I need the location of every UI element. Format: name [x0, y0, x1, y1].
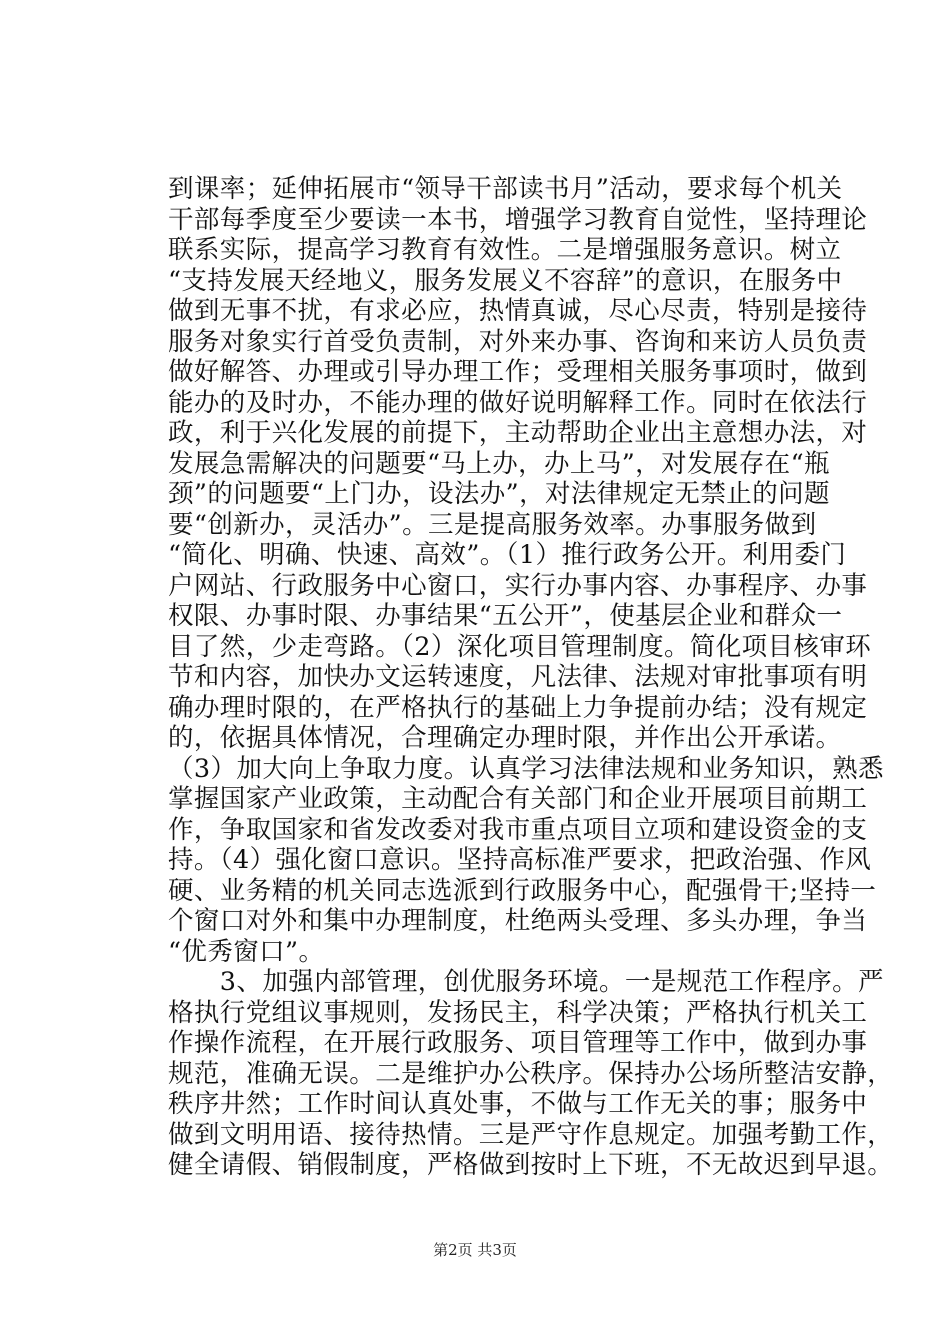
text-line: 个窗口对外和集中办理制度，杜绝两头受理、多头办理，争当 [168, 906, 868, 936]
text-line: 到课率；延伸拓展市“领导干部读书月”活动，要求每个机关 [168, 174, 843, 204]
text-line: 户网站、行政服务中心窗口，实行办事内容、办事程序、办事 [168, 570, 868, 601]
text-line: 节和内容，加快办文运转速度，凡法律、法规对审批事项有明 [168, 662, 868, 692]
text-line: 掌握国家产业政策，主动配合有关部门和企业开展项目前期工 [168, 784, 868, 814]
text-line: “支持发展天经地义，服务发展义不容辞”的意识，在服务中 [168, 265, 843, 296]
text-line: 作，争取国家和省发改委对我市重点项目立项和建设资金的支 [168, 814, 868, 845]
text-line: 目了然，少走弯路。（2）深化项目管理制度。简化项目核审环 [168, 631, 872, 662]
text-line: 要“创新办，灵活办”。三是提高服务效率。办事服务做到 [168, 509, 817, 540]
text-line: “简化、明确、快速、高效”。（1）推行政务公开。利用委门 [168, 540, 847, 570]
text-line: 做好解答、办理或引导办理工作；受理相关服务事项时，做到 [168, 357, 868, 387]
text-line: 做到无事不扰，有求必应，热情真诚，尽心尽责，特别是接待 [168, 296, 868, 326]
text-line: 健全请假、销假制度，严格做到按时上下班，不无故迟到早退。 [168, 1150, 894, 1180]
text-line: 联系实际，提高学习教育有效性。二是增强服务意识。树立 [168, 235, 842, 265]
text-line: 硬、业务精的机关同志选派到行政服务中心，配强骨干;坚持一 [168, 875, 877, 906]
text-line: 的，依据具体情况，合理确定办理时限，并作出公开承诺。 [168, 723, 842, 753]
text-line: 颈”的问题要“上门办，设法办”，对法律规定无禁止的问题 [168, 479, 830, 509]
text-line: 权限、办事时限、办事结果“五公开”，使基层企业和群众一 [168, 601, 843, 631]
text-line: 秩序井然；工作时间认真处事，不做与工作无关的事；服务中 [168, 1089, 868, 1119]
text-line: “优秀窗口”。 [168, 936, 325, 967]
text-line: 3、加强内部管理，创优服务环境。一是规范工作程序。严 [168, 967, 884, 997]
text-line: 规范，准确无误。二是维护办公秩序。保持办公场所整洁安静， [168, 1058, 894, 1089]
body-text [168, 174, 894, 1181]
page-number-footer: 第2页 共3页 [433, 1241, 517, 1259]
text-line: 政，利于兴化发展的前提下，主动帮助企业出主意想办法，对 [168, 418, 868, 448]
text-line: 持。（4）强化窗口意识。坚持高标准严要求，把政治强、作风 [168, 845, 872, 875]
text-line: 格执行党组议事规则，发扬民主，科学决策；严格执行机关工 [168, 997, 868, 1028]
text-line: 服务对象实行首受负责制，对外来办事、咨询和来访人员负责 [168, 326, 868, 357]
text-line: 做到文明用语、接待热情。三是严守作息规定。加强考勤工作， [168, 1119, 894, 1150]
text-line: 发展急需解决的问题要“马上办，办上马”，对发展存在“瓶 [168, 448, 830, 479]
text-line: 确办理时限的，在严格执行的基础上力争提前办结；没有规定 [168, 692, 868, 723]
text-line: 干部每季度至少要读一本书，增强学习教育自觉性，坚持理论 [168, 204, 868, 235]
text-line: 作操作流程，在开展行政服务、项目管理等工作中，做到办事 [168, 1028, 868, 1058]
text-line: （3）加大向上争取力度。认真学习法律法规和业务知识，熟悉 [168, 753, 884, 784]
text-line: 能办的及时办，不能办理的做好说明解释工作。同时在依法行 [168, 387, 868, 418]
